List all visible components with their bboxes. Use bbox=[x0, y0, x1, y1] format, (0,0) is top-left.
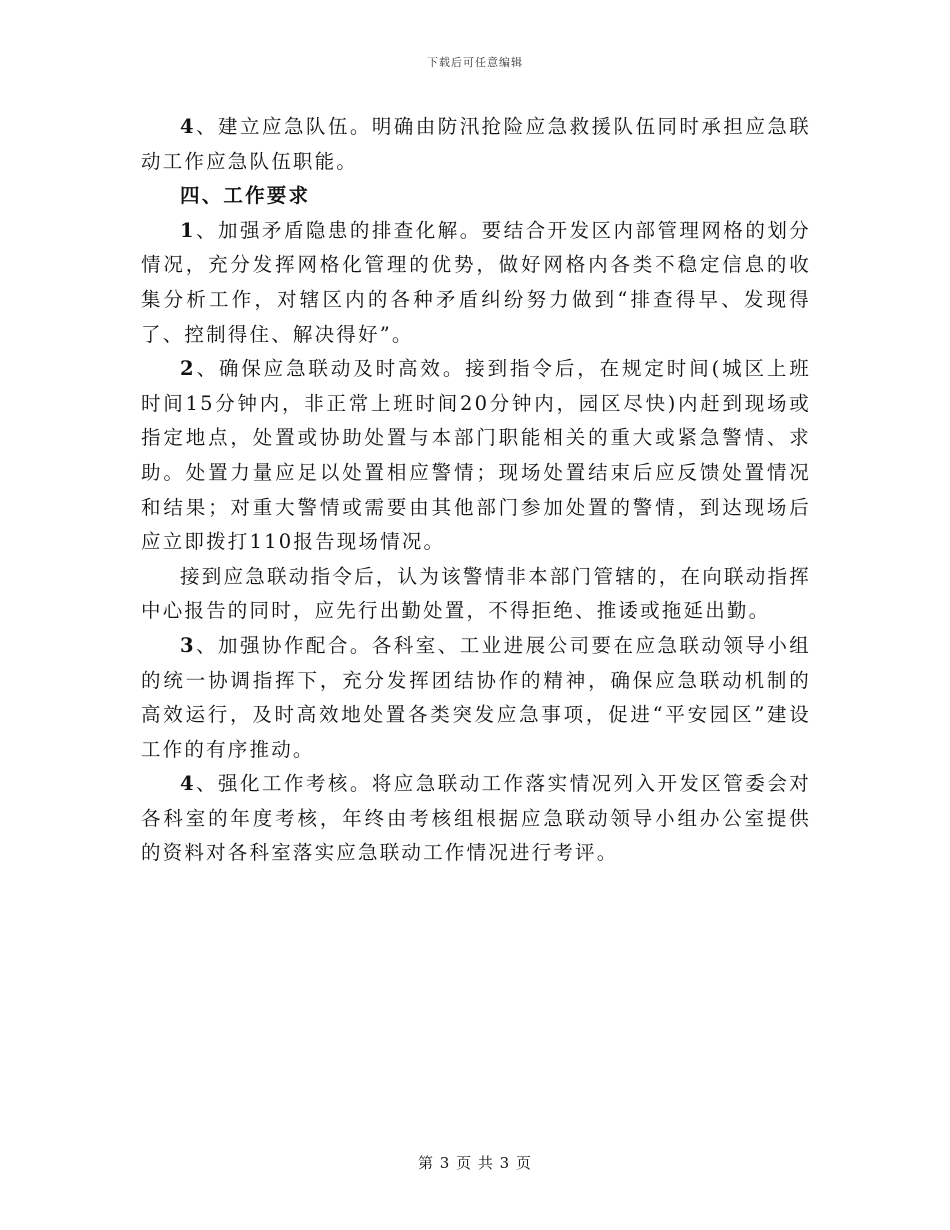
paragraph-jurisdiction-note bbox=[141, 560, 811, 629]
item-number: 2 bbox=[180, 357, 196, 381]
paragraph-text: 、强化工作考核。将应急联动工作落实情况列入开发区管委会对各科室的年度考核，年终由考核组根据应急联动领导小组办公室提供的资料对各科室落实应急联动工作情况进行考评。 bbox=[141, 772, 811, 865]
paragraph-text: 、确保应急联动及时高效。接到指令后，在规定时间(城区上班时间15分钟内，非正常上班时间20分钟内，园区尽快)内赶到现场或指定地点，处置或协助处置与本部门职能相关的重大或紧急警情、求助。处置力量应足以处置相应警情；现场处置结束后应反馈处置情况和结果；对重大警情或需要由其他部门参加处置的警情，到达现场后应立即拨打110报告现场情况。 bbox=[141, 357, 811, 554]
page-footer: 第 3 页 共 3 页 bbox=[418, 1154, 532, 1172]
item-number: 4 bbox=[180, 772, 196, 796]
page-header: 下载后可任意编辑 bbox=[427, 56, 523, 69]
paragraph-text: 接到应急联动指令后，认为该警情非本部门管辖的，在向联动指挥中心报告的同时，应先行出勤处置，不得拒绝、推诿或拖延出勤。 bbox=[141, 564, 811, 623]
paragraph-text: 、建立应急队伍。明确由防汛抢险应急救援队伍同时承担应急联动工作应急队伍职能。 bbox=[141, 115, 811, 173]
paragraph-conflict-screening bbox=[141, 214, 811, 352]
section-heading bbox=[141, 179, 811, 214]
item-number: 4 bbox=[180, 115, 196, 138]
heading-text: 四、工作要求 bbox=[180, 184, 311, 208]
paragraph-text: 、加强协作配合。各科室、工业进展公司要在应急联动领导小组的统一协调指挥下，充分发挥团结协作的精神，确保应急联动机制的高效运行，及时高效地处置各类突发应急事项，促进“平安园区”建设工作的有序推动。 bbox=[141, 633, 811, 761]
document-body bbox=[141, 110, 811, 871]
paragraph-text: 、加强矛盾隐患的排查化解。要结合开发区内部管理网格的划分情况，充分发挥网格化管理的优势，做好网格内各类不稳定信息的收集分析工作，对辖区内的各种矛盾纠纷努力做到“排查得早、发现得了、控制得住、解决得好”。 bbox=[141, 218, 811, 346]
paragraph-assessment bbox=[141, 767, 811, 871]
paragraph-team-setup bbox=[141, 110, 811, 179]
item-number: 1 bbox=[180, 218, 196, 242]
paragraph-timely-response bbox=[141, 352, 811, 560]
paragraph-coordination bbox=[141, 629, 811, 767]
item-number: 3 bbox=[180, 633, 196, 657]
